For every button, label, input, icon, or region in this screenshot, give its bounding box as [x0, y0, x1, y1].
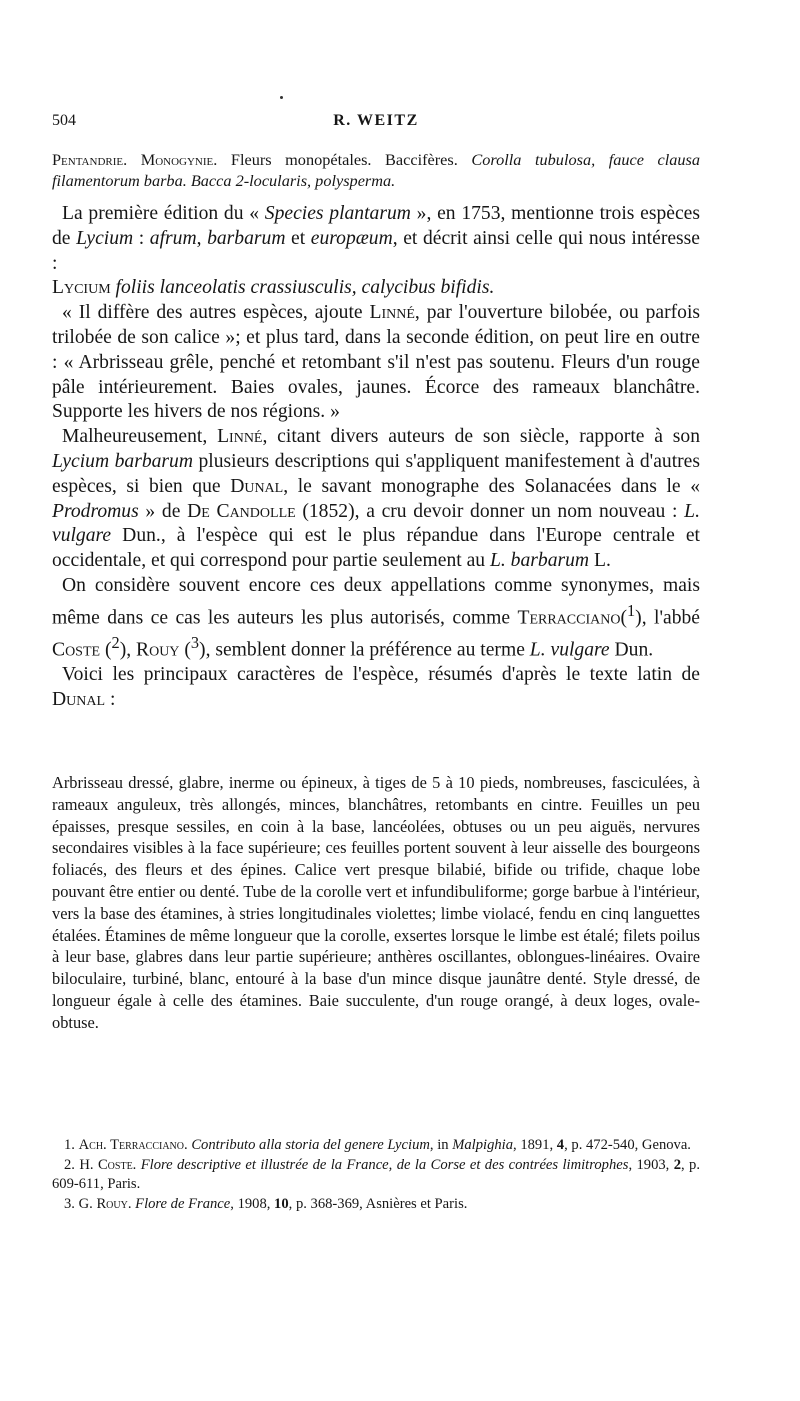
paragraph: Voici les principaux caractères de l'espèce, résumés d'après le texte latin de Dunal :	[52, 664, 700, 711]
paragraph: On considère souvent encore ces deux appellations comme synonymes, mais même dans ce cas les auteurs les plus autorisés, comme Terracciano($^1$), l'abbé Coste ($^2$), Rouy ($^3$), semblent donner la préférence au terme L. vulgare Dun.	[52, 574, 700, 661]
footnote: 1. Ach. Terracciano. Contributo alla storia del genere Lycium, in Malpighia, 1891, 4, p. 472-540, Genova.	[64, 1137, 691, 1153]
footnote-ref[interactable]: 2	[111, 633, 120, 653]
running-head	[52, 112, 700, 134]
main-text	[52, 202, 700, 713]
description-text: Arbrisseau dressé, glabre, inerme ou épineux, à tiges de 5 à 10 pieds, nombreuses, fasciculées, à rameaux anguleux, très allongés, minces, blanchâtres, retombants en cintre. Feuilles un peu épaisses, presque sessiles, en coin à la base, lancéolées, obtuses ou un peu aiguës, nervures secondaires visibles à la face supérieure; ces feuilles portent souvent à leur aisselle des bourgeons foliacés, des fleurs et des épines. Calice vert presque bilabié, bifide ou trifide, chaque lobe pouvant être entier ou denté. Tube de la corolle vert et infundibuliforme; gorge barbue à l'intérieur, vers la base des étamines, à stries longitudinales violettes; limbe violacé, fendu en cinq languettes étalées. Étamines de même longueur que la corolle, exsertes lorsque le limbe est étalé; filets poilus à leur base, glabres dans leur partie supérieure; anthères oscillantes, oblongues-linéaires. Ovaire biloculaire, turbiné, blanc, entouré à la base d'un mince disque jaunâtre denté. Style dressé, de longueur égale à celle des étamines. Baie succulente, d'un rouge orangé, à deux loges, ovale-obtuse.	[52, 773, 700, 1032]
species-description	[52, 772, 700, 1034]
classification-line	[52, 150, 700, 191]
footnotes	[52, 1136, 700, 1216]
linnaean-class: Pentandrie. Monogynie.	[52, 150, 218, 169]
class-description: Fleurs monopétales. Baccifères.	[230, 150, 458, 169]
print-speck	[280, 96, 283, 99]
footnote: 3. G. Rouy. Flore de France, 1908, 10, p. 368-369, Asnières et Paris.	[64, 1196, 468, 1213]
footnote: 2. H. Coste. Flore descriptive et illustrée de la France, de la Corse et des contrées limitrophes, 1903, 2, p. 609-611, Paris.	[52, 1157, 701, 1192]
paragraph: Malheureusement, Linné, citant divers auteurs de son siècle, rapporte à son Lycium barbarum plusieurs descriptions qui s'appliquent manifestement à d'autres espèces, si bien que Dunal, le savant monographe des Solanacées dans le « Prodromus » de De Candolle (1852), a cru devoir donner un nom nouveau : L. vulgare Dun., à l'espèce qui est le plus répandue dans l'Europe centrale et occidentale, et qui correspond pour partie seulement au L. barbarum L.	[52, 426, 700, 572]
paragraph: « Il diffère des autres espèces, ajoute Linné, par l'ouverture bilobée, ou parfois trilobée de son calice »; et plus tard, dans la seconde édition, on peut lire en outre : « Arbrisseau grêle, penché et retombant s'il n'est pas soutenu. Fleurs d'un rouge pâle intérieurement. Baies ovales, jaunes. Écorce des rameaux blanchâtre. Supporte les hivers de nos régions. »	[52, 302, 701, 423]
paragraph: La première édition du « Species plantarum », en 1753, mentionne trois espèces de Lycium : afrum, barbarum et europæum, et décrit ainsi celle qui nous intéresse :	[52, 203, 700, 274]
paragraph-latin-quote: Lycium foliis lanceolatis crassiusculis, calycibus bifidis.	[52, 277, 495, 299]
header-author: R. WEITZ	[333, 112, 419, 129]
footnote-ref[interactable]: 3	[190, 633, 200, 653]
footnote-ref[interactable]: 1	[627, 600, 636, 620]
latin-diagnosis: Corolla tubulosa, fauce clausa filamentorum barba. Bacca 2-locularis, polysperma.	[52, 150, 701, 190]
page-number: 504	[52, 112, 76, 129]
